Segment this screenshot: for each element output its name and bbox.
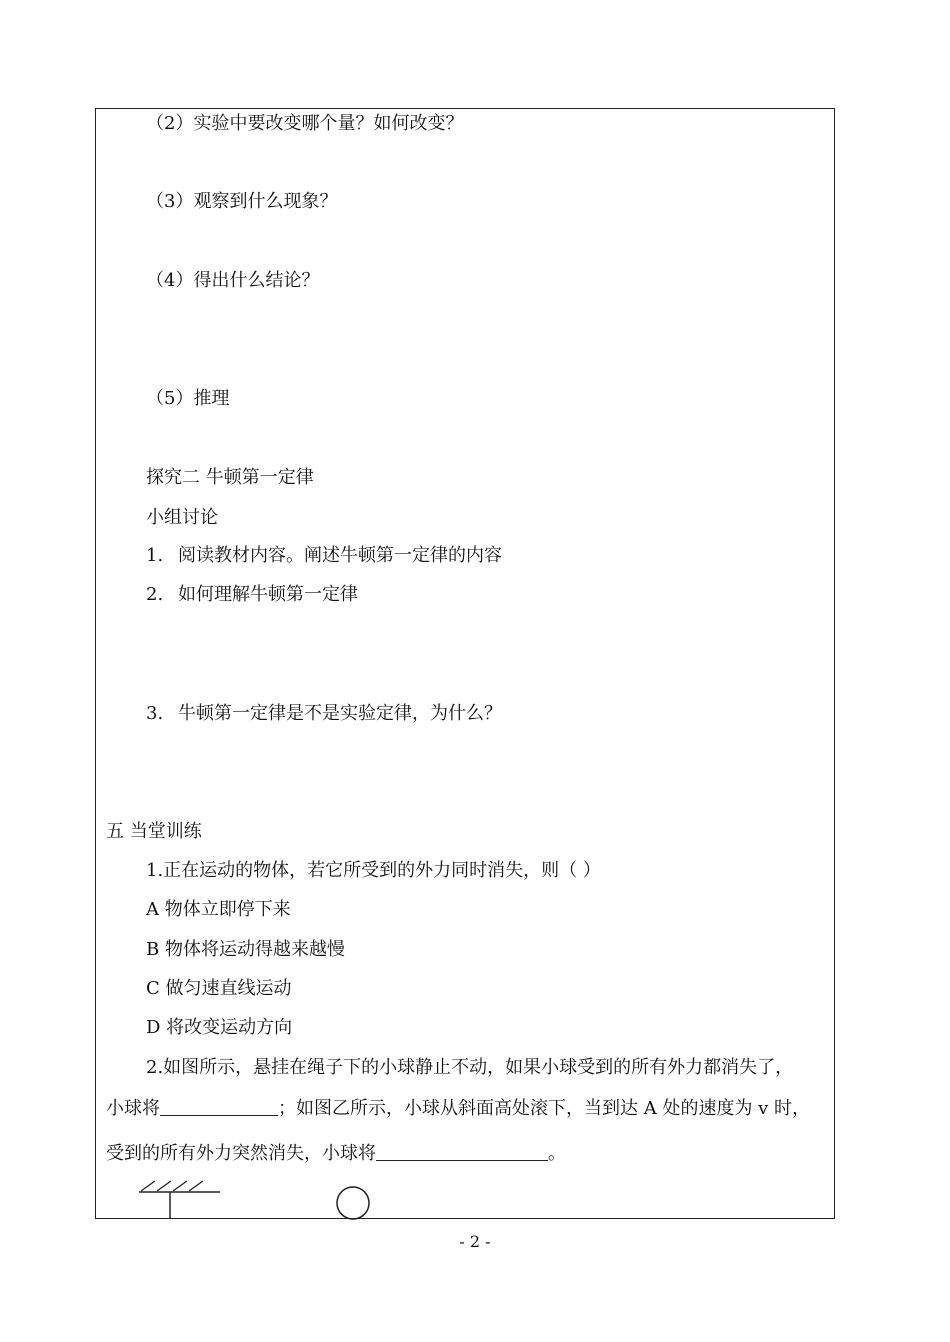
hatch-mark	[189, 1181, 203, 1191]
question-3: （3）观察到什么现象？	[146, 191, 338, 212]
question-5: （5）推理	[146, 388, 230, 409]
section5-title: 五 当堂训练	[106, 821, 202, 842]
list-item	[146, 702, 502, 726]
answer-blank-1[interactable]	[160, 1097, 278, 1116]
exercise-2-text: 小球将	[106, 1098, 160, 1119]
exercise-2-text: 受到的所有外力突然消失，小球将	[106, 1143, 376, 1164]
list-item	[146, 583, 358, 607]
question-4: （4）得出什么结论？	[146, 270, 320, 291]
exercise-1-stem: 1.正在运动的物体，若它所受到的外力同时消失，则（ ）	[146, 860, 601, 881]
list-item-number: 3.	[146, 703, 164, 724]
answer-blank-2[interactable]	[376, 1142, 548, 1161]
hanging-ball-figure	[95, 1170, 415, 1220]
exercise-2-text: ；如图乙所示，小球从斜面高处滚下，当到达 A 处的速度为 v 时，	[278, 1098, 811, 1119]
exercise-2-line1: 2.如图所示，悬挂在绳子下的小球静止不动，如果小球受到的所有外力都消失了，	[146, 1057, 794, 1078]
list-item-text: 牛顿第一定律是不是实验定律，为什么？	[178, 703, 502, 724]
explore2-subtitle: 小组讨论	[146, 507, 218, 528]
hatch-mark	[173, 1181, 187, 1191]
exercise-1-option-d: D 将改变运动方向	[146, 1017, 293, 1038]
list-item-number: 1.	[146, 545, 164, 566]
exercise-1-option-c: C 做匀速直线运动	[146, 978, 292, 999]
hatch-mark	[141, 1181, 155, 1191]
exercise-1-option-b: B 物体将运动得越来越慢	[146, 939, 345, 960]
page-number: - 2 -	[459, 1232, 491, 1251]
list-item	[146, 544, 502, 568]
exercise-2-line3	[106, 1142, 566, 1166]
question-2: （2）实验中要改变哪个量？如何改变？	[146, 113, 464, 134]
exercise-2-text: 。	[548, 1143, 566, 1164]
explore2-title: 探究二 牛顿第一定律	[146, 467, 314, 488]
list-item-text: 阅读教材内容。阐述牛顿第一定律的内容	[178, 545, 502, 566]
list-item-text: 如何理解牛顿第一定律	[178, 584, 358, 605]
exercise-1-option-a: A 物体立即停下来	[146, 899, 291, 920]
list-item-number: 2.	[146, 584, 164, 605]
hatch-mark	[157, 1181, 171, 1191]
ball-circle	[337, 1187, 369, 1219]
exercise-2-line2	[106, 1097, 810, 1121]
